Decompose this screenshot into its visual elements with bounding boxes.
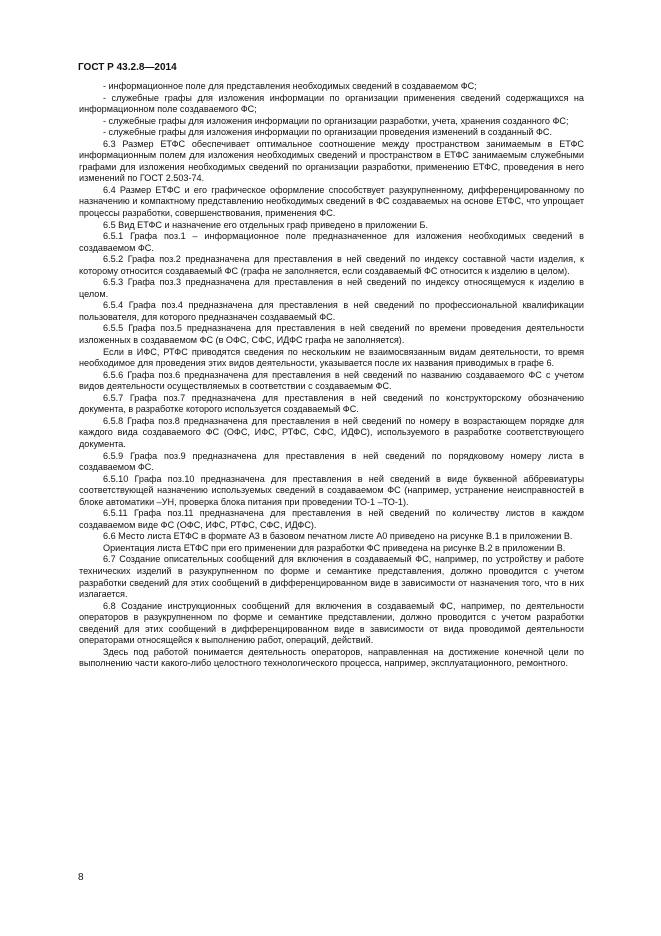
list-item: - служебные графы для изложения информации по организации проведения изменений в созданный ФС.	[103, 127, 552, 138]
paragraph: 6.8 Создание инструкционных сообщений для включения в создаваемый ФС, например, по деятельности операторов в разукрупненном по форме и семантике представлении, должно проводится с учетом разработки сведений для этих сообщений в дифференцированном виде в зависимости от вида проводимой деятельности операторами относящейся к выполнению работ, операций, действий.	[79, 600, 584, 646]
document-body	[79, 81, 584, 670]
paragraph: 6.5.10 Графа поз.10 предназначена для преставления в ней сведений в виде буквенной аббревиатуры соответствующей назначению используемых сведений в создаваемом ФС (например, устранение неисправностей в блоке автоматики –УН, проверка блока питания при проведении ТО-1 –ТО-1).	[79, 473, 584, 507]
list-item: - информационное поле для представления необходимых сведений в создаваемом ФС;	[103, 81, 477, 91]
list-item: - служебные графы для изложения информации по организации применения сведений содержащихся на информационном поле создаваемого ФС;	[79, 92, 584, 115]
paragraph: 6.4 Размер ЕТФС и его графическое оформление способствует разукрупненному, дифференцированному по назначению и компактному представлению необходимых сведений в ФС создаваемых на основе ЕТФС, что упрощает процессы разработки, совершенствования, применения ФС.	[79, 184, 584, 219]
paragraph: Если в ИФС, РТФС приводятся сведения по нескольким не взаимосвязанным видам деятельности, то время необходимое для проведения этих видов деятельности, указывается после их названия приводимых в графе 6.	[79, 346, 584, 369]
paragraph: 6.3 Размер ЕТФС обеспечивает оптимальное соотношение между пространством занимаемым в ЕТФС информационным полем для изложения необходимых сведений и пространством в ЕТФС занимаемым служебными графами для изложения необходимых сведений по организации разработки, применению ЕТФС, проведения в него изменений по ГОСТ 2.503-74.	[79, 138, 584, 184]
paragraph: 6.5.4 Графа поз.4 предназначена для преставления в ней сведений по профессиональной квалификации пользователя, для которого предназначен создаваемый ФС.	[79, 300, 584, 322]
page-number: 8	[78, 872, 84, 883]
paragraph: Здесь под работой понимается деятельность операторов, направленная на достижение конечной цели по выполнению части какого-либо целостного технологического процесса, например, эксплуатационного, ремонтного.	[79, 646, 584, 669]
paragraph: 6.5.3 Графа поз.3 предназначена для преставления в ней сведений по индексу относящемуся к изделию в целом.	[79, 277, 584, 299]
paragraph: 6.5.1 Графа поз.1 – информационное поле предназначенное для изложения необходимых сведений в создаваемом ФС.	[79, 231, 584, 253]
list-item: - служебные графы для изложения информации по организации разработки, учета, хранения созданного ФС;	[103, 115, 569, 126]
paragraph: 6.5.2 Графа поз.2 предназначена для преставления в ней сведений по индексу составной части изделия, к которому относится создаваемый ФС (графа не заполняется, если создаваемый ФС относится к изделию в целом).	[79, 254, 584, 276]
paragraph: 6.5.9 Графа поз.9 предназначена для преставления в ней сведений по порядковому номеру листа в создаваемом ФС.	[79, 450, 584, 473]
paragraph: 6.6 Место листа ЕТФС в формате А3 в базовом печатном листе А0 приведено на рисунке В.1 в приложении В.	[103, 531, 573, 542]
paragraph: 6.7 Создание описательных сообщений для включения в создаваемый ФС, например, по устройству и работе технических изделий в разукрупненном по форме и семантике представления, должно проводится с учетом разработки сведений для этих сообщений в дифференцированном виде в зависимости от назначения того, что в них излагается.	[79, 554, 584, 600]
document-code-header: ГОСТ Р 43.2.8—2014	[78, 62, 177, 73]
paragraph: 6.5 Вид ЕТФС и назначение его отдельных граф приведено в приложении Б.	[103, 219, 428, 230]
paragraph: 6.5.11 Графа поз.11 предназначена для преставления в ней сведений по количеству листов в каждом создаваемом виде ФС (ОФС, ИФС, РТФС, СФС, ИДФС).	[79, 508, 584, 530]
paragraph: 6.5.7 Графа поз.7 предназначена для преставления в ней сведений по конструкторскому обозначению документа, в разработке которого используется создаваемый ФС.	[79, 392, 584, 415]
paragraph: 6.5.6 Графа поз.6 предназначена для преставления в ней сведений по названию создаваемого ФС с учетом видов деятельности осуществляемых в соответствии с создаваемым ФС.	[79, 369, 584, 392]
paragraph: 6.5.8 Графа поз.8 предназначена для преставления в ней сведений по номеру в возрастающем порядке для каждого вида создаваемого ФС (ОФС, ИФС, РТФС, СФС, ИДФС), используемого в разработке соответствующего документа.	[79, 415, 584, 449]
paragraph: Ориентация листа ЕТФС при его применении для разработки ФС приведена на рисунке В.2 в приложении В.	[103, 542, 566, 553]
paragraph: 6.5.5 Графа поз.5 предназначена для преставления в ней сведений по времени проведения деятельности изложенных в создаваемом ФС (в ОФС, СФС, ИДФС графа не заполняется).	[79, 323, 584, 346]
